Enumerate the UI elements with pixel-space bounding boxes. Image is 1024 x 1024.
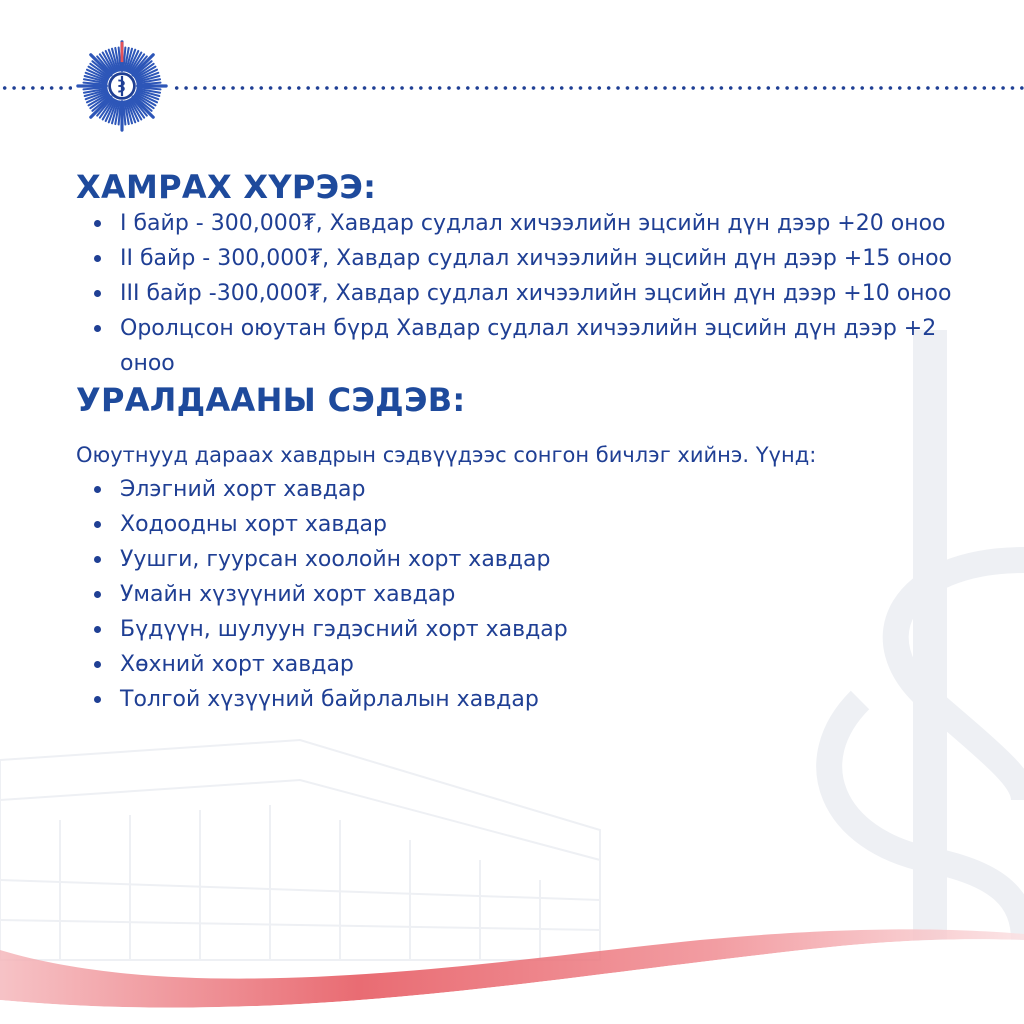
topic-item: Элэгний хорт хавдар	[76, 472, 956, 507]
dotted-divider-right	[172, 86, 1024, 90]
topics-list	[76, 472, 956, 717]
prize-item: Оролцсон оюутан бүрд Хавдар судлал хичээлийн эцсийн дүн дээр +2 оноо	[76, 311, 956, 381]
topic-item: Уушги, гуурсан хоолойн хорт хавдар	[76, 542, 956, 577]
bottom-wave-decoration	[0, 900, 1024, 1024]
main-content	[76, 168, 956, 717]
medical-caduceus-sun-icon	[76, 40, 168, 132]
topic-item: Бүдүүн, шулуун гэдэсний хорт хавдар	[76, 612, 956, 647]
topic-item: Умайн хүзүүний хорт хавдар	[76, 577, 956, 612]
topic-item: Толгой хүзүүний байрлалын хавдар	[76, 682, 956, 717]
prize-item: III байр -300,000₮, Хавдар судлал хичээлийн эцсийн дүн дээр +10 оноо	[76, 276, 956, 311]
topics-intro: Оюутнууд дараах хавдрын сэдвүүдээс сонгон бичлэг хийнэ. Үүнд:	[76, 443, 817, 467]
prizes-heading: ХАМРАХ ХҮРЭЭ:	[76, 168, 377, 206]
topic-item: Хөхний хорт хавдар	[76, 647, 956, 682]
prizes-list	[76, 206, 956, 381]
prize-item: II байр - 300,000₮, Хавдар судлал хичээлийн эцсийн дүн дээр +15 оноо	[76, 241, 956, 276]
prize-item: I байр - 300,000₮, Хавдар судлал хичээлийн эцсийн дүн дээр +20 оноо	[76, 206, 956, 241]
topics-heading: УРАЛДААНЫ СЭДЭВ:	[76, 381, 466, 419]
topic-item: Ходоодны хорт хавдар	[76, 507, 956, 542]
dotted-divider-left	[0, 86, 72, 90]
